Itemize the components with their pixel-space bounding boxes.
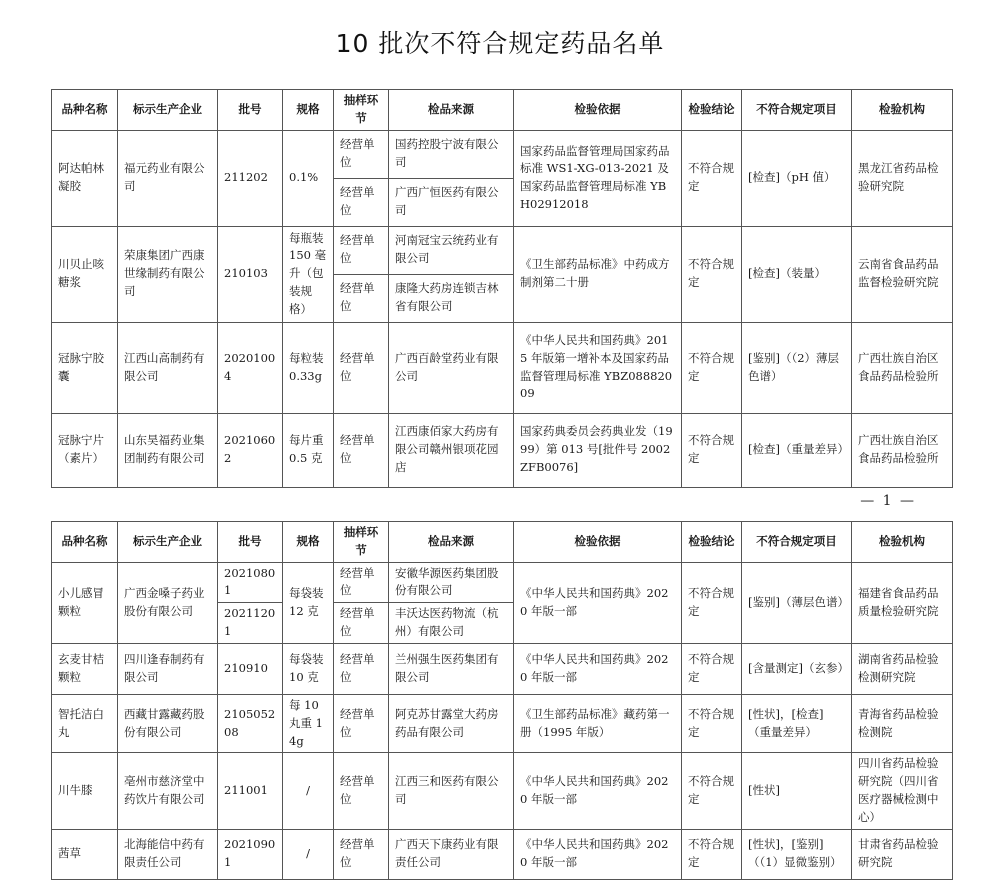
drug-name: 川贝止咳糖浆 <box>52 226 118 322</box>
sampling-stage: 经营单位 <box>334 694 389 752</box>
header-source: 检品来源 <box>389 522 514 563</box>
manufacturer: 江西山高制药有限公司 <box>118 322 218 413</box>
batch-number: 20210901 <box>218 829 283 879</box>
batch-number: 211202 <box>218 130 283 226</box>
failed-item: [鉴别]（薄层色谱） <box>742 562 852 643</box>
sample-source: 广西百龄堂药业有限公司 <box>389 322 514 413</box>
header-name: 品种名称 <box>52 522 118 563</box>
sampling-stage: 经营单位 <box>334 413 389 487</box>
test-conclusion: 不符合规定 <box>682 562 742 643</box>
drug-name: 玄麦甘桔颗粒 <box>52 643 118 694</box>
header-spec: 规格 <box>283 522 334 563</box>
test-conclusion: 不符合规定 <box>682 694 742 752</box>
header-spec: 规格 <box>283 90 334 131</box>
sample-source: 阿克苏甘露堂大药房药品有限公司 <box>389 694 514 752</box>
header-item: 不符合规定项目 <box>742 522 852 563</box>
header-basis: 检验依据 <box>514 522 682 563</box>
table-row <box>52 413 953 487</box>
test-conclusion: 不符合规定 <box>682 829 742 879</box>
sampling-stage: 经营单位 <box>334 643 389 694</box>
table-row <box>52 130 953 178</box>
batch-number: 210505208 <box>218 694 283 752</box>
table-row <box>52 829 953 879</box>
test-conclusion: 不符合规定 <box>682 130 742 226</box>
test-basis: 《中华人民共和国药典》2020 年版一部 <box>514 643 682 694</box>
table-header-row <box>52 522 953 563</box>
specification: 每 10 丸重 14g <box>283 694 334 752</box>
failed-item: [检查]（pH 值） <box>742 130 852 226</box>
manufacturer: 四川逢春制药有限公司 <box>118 643 218 694</box>
header-stage: 抽样环节 <box>334 90 389 131</box>
specification: 每袋装 10 克 <box>283 643 334 694</box>
table-row <box>52 753 953 829</box>
test-basis: 国家药品监督管理局国家药品标准 WS1-XG-013-2021 及国家药品监督管理局标准 YBH02912018 <box>514 130 682 226</box>
sampling-stage: 经营单位 <box>334 603 389 644</box>
sample-source: 康隆大药房连锁吉林省有限公司 <box>389 274 514 322</box>
sampling-stage: 经营单位 <box>334 753 389 829</box>
specification: / <box>283 753 334 829</box>
table-row <box>52 643 953 694</box>
test-basis: 《中华人民共和国药典》2020 年版一部 <box>514 753 682 829</box>
specification: 每瓶装 150 毫升（包装规格） <box>283 226 334 322</box>
drug-name: 川牛膝 <box>52 753 118 829</box>
sampling-stage: 经营单位 <box>334 562 389 603</box>
test-conclusion: 不符合规定 <box>682 226 742 322</box>
testing-lab: 广西壮族自治区食品药品检验所 <box>852 322 953 413</box>
table-row <box>52 322 953 413</box>
failed-item: [检查]（装量） <box>742 226 852 322</box>
failed-item: [检查]（重量差异） <box>742 413 852 487</box>
sample-source: 广西广恒医药有限公司 <box>389 178 514 226</box>
drug-name: 智托洁白丸 <box>52 694 118 752</box>
sample-source: 广西天下康药业有限责任公司 <box>389 829 514 879</box>
header-batch: 批号 <box>218 90 283 131</box>
batch-number: 20201004 <box>218 322 283 413</box>
specification: 每袋装 12 克 <box>283 562 334 643</box>
drug-table-page1 <box>51 89 953 488</box>
table-row <box>52 694 953 752</box>
drug-name: 小儿感冒颗粒 <box>52 562 118 643</box>
sampling-stage: 经营单位 <box>334 322 389 413</box>
manufacturer: 亳州市慈济堂中药饮片有限公司 <box>118 753 218 829</box>
header-conclusion: 检验结论 <box>682 90 742 131</box>
manufacturer: 山东昊福药业集团制药有限公司 <box>118 413 218 487</box>
manufacturer: 福元药业有限公司 <box>118 130 218 226</box>
test-basis: 《中华人民共和国药典》2020 年版一部 <box>514 829 682 879</box>
sample-source: 安徽华源医药集团股份有限公司 <box>389 562 514 603</box>
sample-source: 江西康佰家大药房有限公司赣州银项花园店 <box>389 413 514 487</box>
drug-name: 阿达帕林凝胶 <box>52 130 118 226</box>
header-source: 检品来源 <box>389 90 514 131</box>
table-row <box>52 562 953 603</box>
manufacturer: 广西金嗓子药业股份有限公司 <box>118 562 218 643</box>
testing-lab: 福建省食品药品质量检验研究院 <box>852 562 953 643</box>
manufacturer: 北海能信中药有限责任公司 <box>118 829 218 879</box>
failed-item: [含量测定]（玄参） <box>742 643 852 694</box>
test-basis: 国家药典委员会药典业发（1999）第 013 号[批件号 2002ZFB0076] <box>514 413 682 487</box>
drug-table-page2 <box>51 521 953 880</box>
header-lab: 检验机构 <box>852 522 953 563</box>
test-conclusion: 不符合规定 <box>682 643 742 694</box>
header-item: 不符合规定项目 <box>742 90 852 131</box>
header-name: 品种名称 <box>52 90 118 131</box>
page-number: — 1 — <box>860 493 916 509</box>
testing-lab: 四川省药品检验研究院（四川省医疗器械检测中心） <box>852 753 953 829</box>
specification: 每片重 0.5 克 <box>283 413 334 487</box>
batch-number: 20210602 <box>218 413 283 487</box>
test-basis: 《卫生部药品标准》中药成方制剂第二十册 <box>514 226 682 322</box>
test-basis: 《卫生部药品标准》藏药第一册（1995 年版） <box>514 694 682 752</box>
testing-lab: 广西壮族自治区食品药品检验所 <box>852 413 953 487</box>
header-lab: 检验机构 <box>852 90 953 131</box>
failed-item: [鉴别]（（2）薄层色谱） <box>742 322 852 413</box>
sampling-stage: 经营单位 <box>334 226 389 274</box>
manufacturer: 荣康集团广西康世缘制药有限公司 <box>118 226 218 322</box>
header-batch: 批号 <box>218 522 283 563</box>
drug-name: 冠脉宁胶囊 <box>52 322 118 413</box>
header-basis: 检验依据 <box>514 90 682 131</box>
header-conclusion: 检验结论 <box>682 522 742 563</box>
sampling-stage: 经营单位 <box>334 829 389 879</box>
test-conclusion: 不符合规定 <box>682 322 742 413</box>
sample-source: 国药控股宁波有限公司 <box>389 130 514 178</box>
test-basis: 《中华人民共和国药典》2020 年版一部 <box>514 562 682 643</box>
sample-source: 兰州强生医药集团有限公司 <box>389 643 514 694</box>
sampling-stage: 经营单位 <box>334 178 389 226</box>
testing-lab: 青海省药品检验检测院 <box>852 694 953 752</box>
failed-item: [性状]，[鉴别]（（1）显微鉴别） <box>742 829 852 879</box>
sampling-stage: 经营单位 <box>334 274 389 322</box>
testing-lab: 甘肃省药品检验研究院 <box>852 829 953 879</box>
batch-number: 210910 <box>218 643 283 694</box>
specification: 每粒装 0.33g <box>283 322 334 413</box>
drug-name: 茜草 <box>52 829 118 879</box>
testing-lab: 云南省食品药品监督检验研究院 <box>852 226 953 322</box>
sample-source: 河南冠宝云统药业有限公司 <box>389 226 514 274</box>
sample-source: 丰沃达医药物流（杭州）有限公司 <box>389 603 514 644</box>
sampling-stage: 经营单位 <box>334 130 389 178</box>
failed-item: [性状] <box>742 753 852 829</box>
drug-name: 冠脉宁片（素片） <box>52 413 118 487</box>
testing-lab: 黑龙江省药品检验研究院 <box>852 130 953 226</box>
header-stage: 抽样环节 <box>334 522 389 563</box>
header-maker: 标示生产企业 <box>118 522 218 563</box>
table-header-row <box>52 90 953 131</box>
batch-number: 210103 <box>218 226 283 322</box>
header-maker: 标示生产企业 <box>118 90 218 131</box>
batch-number: 20211201 <box>218 603 283 644</box>
sample-source: 江西三和医药有限公司 <box>389 753 514 829</box>
test-conclusion: 不符合规定 <box>682 413 742 487</box>
batch-number: 20210801 <box>218 562 283 603</box>
batch-number: 211001 <box>218 753 283 829</box>
failed-item: [性状]，[检查]（重量差异） <box>742 694 852 752</box>
table-row <box>52 226 953 274</box>
specification: / <box>283 829 334 879</box>
manufacturer: 西藏甘露藏药股份有限公司 <box>118 694 218 752</box>
specification: 0.1% <box>283 130 334 226</box>
test-conclusion: 不符合规定 <box>682 753 742 829</box>
page-title: 10 批次不符合规定药品名单 <box>335 29 665 58</box>
test-basis: 《中华人民共和国药典》2015 年版第一增补本及国家药品监督管理局标准 YBZ08882009 <box>514 322 682 413</box>
testing-lab: 湖南省药品检验检测研究院 <box>852 643 953 694</box>
